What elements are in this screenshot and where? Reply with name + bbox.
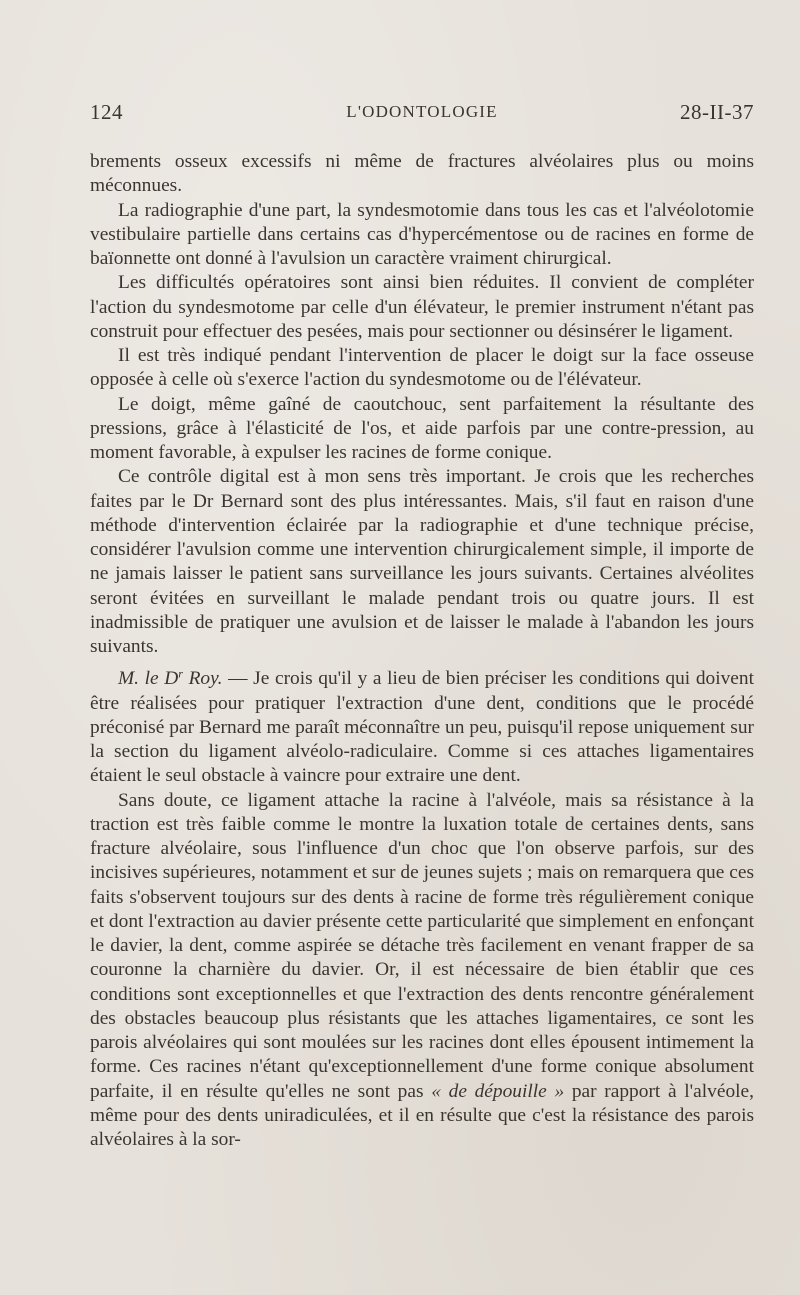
paragraph-final <box>90 789 754 1153</box>
speaker-paragraph <box>90 667 754 788</box>
speaker-prefix: M. le D <box>118 668 179 690</box>
paragraph: Le doigt, même gaîné de caoutchouc, sent parfaitement la résultante des pressions, grâce à l'élasticité de l'os, et aide parfois par une contre-pression, au moment favorable, à expulser les racines de forme conique. <box>90 393 754 463</box>
paragraph: Les difficultés opératoires sont ainsi bien réduites. Il convient de compléter l'action du syndesmotome par celle d'un élévateur, le premier instrument n'étant pas construit pour effectuer des pesées, mais pour sectionner ou désinsérer le ligament. <box>90 272 754 342</box>
speaker-name: Roy. <box>182 668 223 690</box>
final-text-italic: « de dépouille » <box>431 1080 565 1102</box>
paragraph: La radiographie d'une part, la syndesmotomie dans tous les cas et l'alvéolotomie vestibulaire partielle dans certains cas d'hypercémentose ou de racines en forme de baïonnette ont donné à l'avulsion un caractère vraiment chirurgical. <box>90 199 754 269</box>
final-text-part2: par rapport à l'alvéole, même pour des dents uniradiculées, et il en résulte que c'est la résistance des parois alvéolaires à la sor- <box>90 1080 754 1150</box>
page-number: 124 <box>90 100 123 124</box>
issue-date: 28-II-37 <box>680 100 754 124</box>
final-text-part1: Sans doute, ce ligament attache la racine à l'alvéole, mais sa résistance à la traction est très faible comme le montre la luxation totale de certaines dents, sans fracture alvéolaire, sous l'influence d'un choc que l'on observe parfois, sur des incisives supérieures, notamment et sur de jeunes sujets ; mais on remarquera que ces faits s'observent toujours sur des dents à racine de forme très régulièrement conique et dont l'extraction au davier présente cette particularité que simplement en enfonçant le davier, la dent, comme aspirée se détache très facilement en venant frapper de sa couronne la charnière du davier. Or, il est nécessaire de bien établir que ces conditions sont exceptionnelles et que l'extraction des dents rencontre généralement des obstacles beaucoup plus résistants que les attaches ligamentaires, ce sont les parois alvéolaires qui sont moulées sur les racines dont elles épousent intimement la forme. Ces racines n'étant qu'exceptionnellement d'une forme conique absolument parfaite, il en résulte qu'elles ne sont pas <box>90 789 754 1102</box>
paragraph: Il est très indiqué pendant l'intervention de placer le doigt sur la face osseuse opposée à celle où s'exerce l'action du syndesmotome ou de l'élévateur. <box>90 345 754 391</box>
running-header <box>90 100 754 130</box>
speaker-title-sup: r <box>178 666 183 681</box>
article-body <box>90 150 754 1152</box>
running-title: L'ODONTOLOGIE <box>346 102 498 121</box>
paragraph: Ce contrôle digital est à mon sens très important. Je crois que les recherches faites par le Dr Bernard sont des plus intéressantes. Mais, s'il faut en raison d'une méthode d'intervention éclairée par la radiographie et d'une technique précise, considérer l'avulsion comme une intervention chirurgicalement simple, il importe de ne jamais laisser le patient sans surveillance les jours suivants. Certaines alvéolites seront évitées en surveillant le malade pendant trois ou quatre jours. Il est inadmissible de pratiquer une avulsion et de laisser le malade à l'abandon les jours suivants. <box>90 466 754 657</box>
paragraph-continuation: brements osseux excessifs ni même de fractures alvéolaires plus ou moins méconnues. <box>90 151 754 197</box>
speaker-statement: — Je crois qu'il y a lieu de bien préciser les conditions qui doivent être réalisées pour pratiquer l'extraction d'une dent, conditions que le procédé préconisé par Bernard me paraît méconnaître un peu, puisqu'il repose uniquement sur la section du ligament alvéolo-radiculaire. Comme si ces attaches ligamentaires étaient le seul obstacle à vaincre pour extraire une dent. <box>90 668 754 787</box>
